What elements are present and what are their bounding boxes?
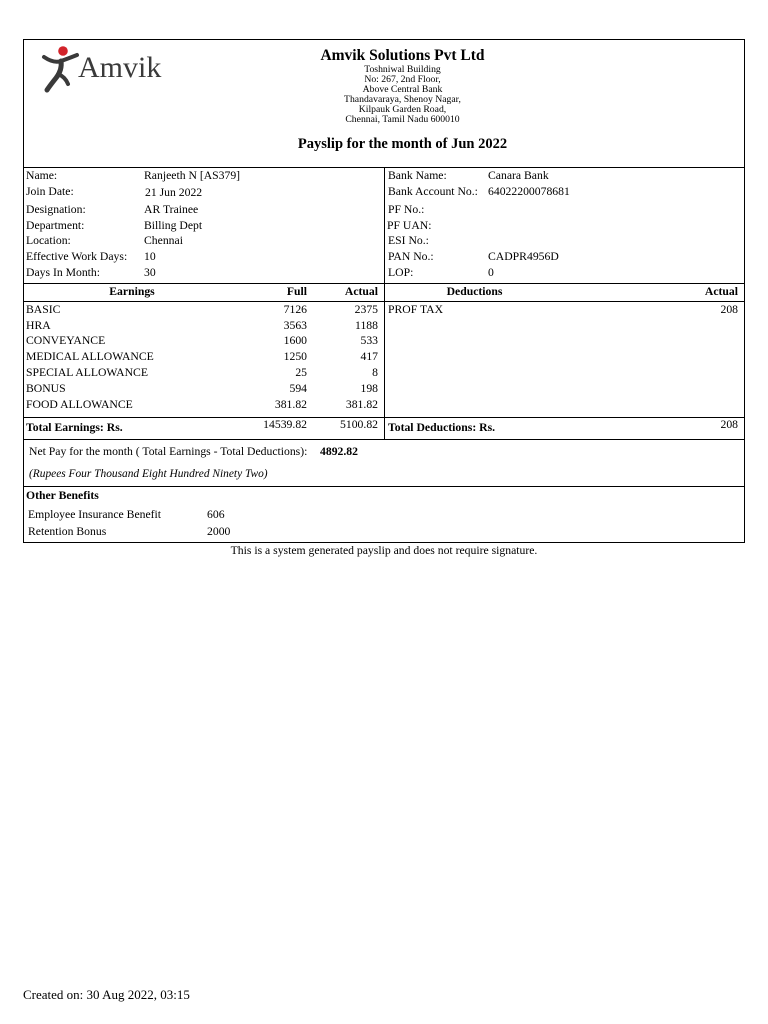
earning-name: BONUS xyxy=(26,382,66,395)
name-value: Ranjeeth N [AS379] xyxy=(144,169,241,182)
earning-actual: 2375 xyxy=(354,303,378,316)
benefit-value: 2000 xyxy=(207,525,231,538)
benefit-name: Employee Insurance Benefit xyxy=(28,508,162,521)
deductions-header: Deductions xyxy=(446,285,503,298)
location-value: Chennai xyxy=(144,234,183,247)
designation-value: AR Trainee xyxy=(144,203,199,216)
earning-full: 1600 xyxy=(283,334,307,347)
system-generated-note: This is a system generated payslip and does not require signature. xyxy=(230,544,538,557)
bank-account-label: Bank Account No.: xyxy=(388,185,478,198)
total-earnings-actual: 5100.82 xyxy=(340,418,378,431)
pan-no-value: CADPR4956D xyxy=(488,250,559,263)
bank-account-value: 64022200078681 xyxy=(488,185,570,198)
divider-net-pay xyxy=(23,439,745,440)
net-pay-in-words: (Rupees Four Thousand Eight Hundred Ninety Two) xyxy=(29,468,268,480)
created-on-timestamp: Created on: 30 Aug 2022, 03:15 xyxy=(23,987,190,1002)
address-line: Kilpauk Garden Road, xyxy=(358,104,447,115)
address-line: Thandavaraya, Shenoy Nagar, xyxy=(344,94,461,105)
name-label: Name: xyxy=(26,169,58,182)
work-days-value: 10 xyxy=(144,250,156,263)
work-days-label: Effective Work Days: xyxy=(26,250,128,263)
total-deductions-actual: 208 xyxy=(720,418,738,431)
join-date-value: 21 Jun 2022 xyxy=(145,186,203,199)
earning-name: HRA xyxy=(26,319,51,332)
lop-label: LOP: xyxy=(388,266,414,279)
company-address xyxy=(60,65,745,125)
days-in-month-label: Days In Month: xyxy=(26,266,101,279)
pf-uan-label: PF UAN: xyxy=(387,219,432,232)
net-pay-label: Net Pay for the month ( Total Earnings - Total Deductions): xyxy=(29,445,308,458)
earning-actual: 1188 xyxy=(355,319,378,332)
days-in-month-value: 30 xyxy=(144,266,156,279)
earning-name: CONVEYANCE xyxy=(26,334,106,347)
divider-other-benefits xyxy=(23,486,745,487)
department-value: Billing Dept xyxy=(144,219,203,232)
earning-actual: 417 xyxy=(360,350,378,363)
earning-full: 7126 xyxy=(283,303,307,316)
total-earnings-label: Total Earnings: Rs. xyxy=(26,421,123,434)
deductions-actual-header: Actual xyxy=(704,285,738,298)
department-label: Department: xyxy=(26,219,85,232)
earning-name: BASIC xyxy=(26,303,61,316)
earning-full: 25 xyxy=(295,366,307,379)
other-benefits-heading: Other Benefits xyxy=(26,489,99,502)
total-earnings-full: 14539.82 xyxy=(263,418,307,431)
net-pay-value: 4892.82 xyxy=(320,445,358,458)
earnings-full-header: Full xyxy=(286,285,307,298)
logo-wordmark: Amvik xyxy=(78,51,162,84)
address-line: No: 267, 2nd Floor, xyxy=(364,74,441,85)
designation-label: Designation: xyxy=(26,203,86,216)
bank-name-value: Canara Bank xyxy=(488,169,549,182)
deduction-name: PROF TAX xyxy=(388,303,444,316)
earning-full: 1250 xyxy=(283,350,307,363)
pf-no-label: PF No.: xyxy=(388,203,425,216)
benefit-name: Retention Bonus xyxy=(28,525,107,538)
earning-name: MEDICAL ALLOWANCE xyxy=(26,350,154,363)
company-name: Amvik Solutions Pvt Ltd xyxy=(320,47,485,64)
pan-no-label: PAN No.: xyxy=(388,250,434,263)
location-label: Location: xyxy=(26,234,71,247)
bank-name-label: Bank Name: xyxy=(388,169,447,182)
address-line: Toshniwal Building xyxy=(364,64,441,75)
esi-no-label: ESI No.: xyxy=(388,234,429,247)
earning-actual: 381.82 xyxy=(345,398,378,411)
lop-value: 0 xyxy=(488,266,494,279)
address-line: Above Central Bank xyxy=(362,84,443,95)
total-deductions-label: Total Deductions: Rs. xyxy=(388,421,496,434)
earning-name: FOOD ALLOWANCE xyxy=(26,398,133,411)
earning-full: 3563 xyxy=(283,319,307,332)
join-date-label: Join Date: xyxy=(26,185,74,198)
earning-actual: 198 xyxy=(360,382,378,395)
earning-name: SPECIAL ALLOWANCE xyxy=(26,366,148,379)
address-line: Chennai, Tamil Nadu 600010 xyxy=(345,114,460,125)
earnings-actual-header: Actual xyxy=(344,285,378,298)
column-divider xyxy=(384,167,385,439)
earning-actual: 533 xyxy=(360,334,378,347)
earnings-header: Earnings xyxy=(109,285,155,298)
deduction-actual: 208 xyxy=(720,303,738,316)
payslip-title: Payslip for the month of Jun 2022 xyxy=(297,136,508,152)
earning-full: 381.82 xyxy=(274,398,307,411)
earning-full: 594 xyxy=(289,382,307,395)
benefit-value: 606 xyxy=(207,508,225,521)
earning-actual: 8 xyxy=(372,366,378,379)
